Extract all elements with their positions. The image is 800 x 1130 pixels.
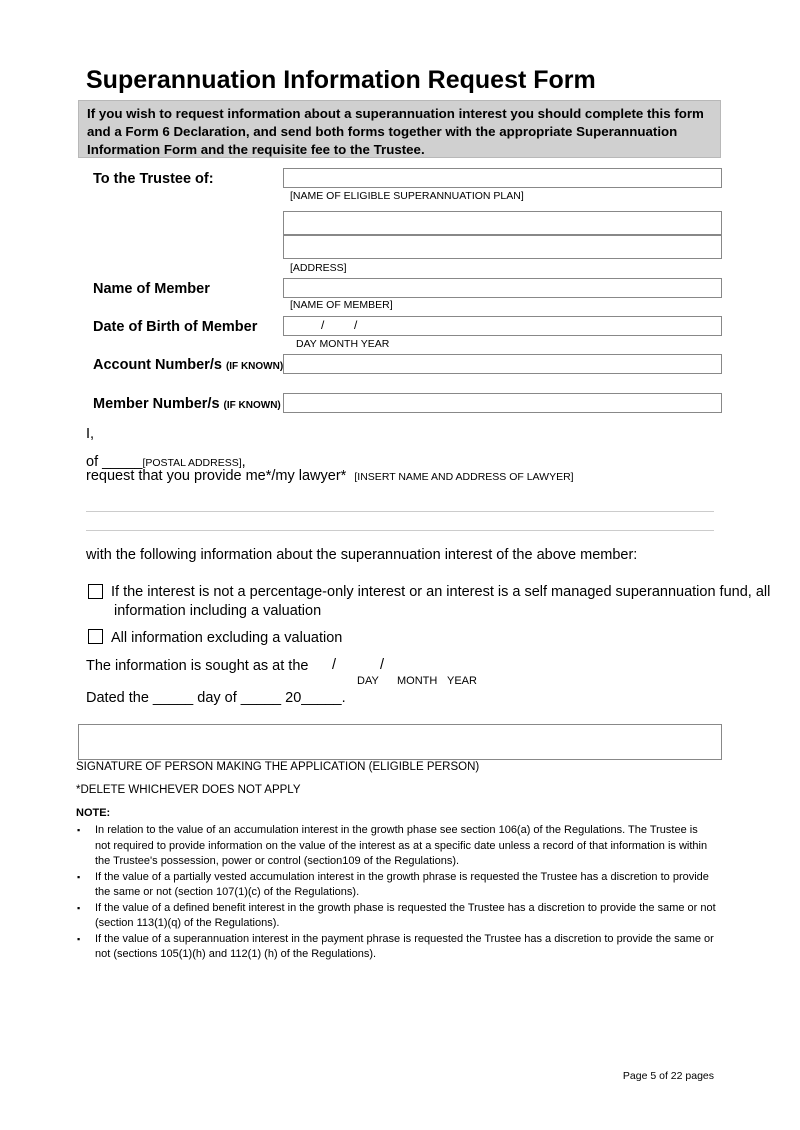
note-item: ▪ If the value of a partially vested accumulation interest in the growth phrase is requested the Trustee has a discretion to provide the same or not (section 107(1)(c) of the Regulations). bbox=[76, 870, 716, 901]
member-number-field[interactable] bbox=[283, 393, 722, 413]
sought-day-caption: DAY bbox=[357, 675, 379, 687]
plan-name-field[interactable] bbox=[283, 168, 722, 188]
sought-month-caption: MONTH bbox=[397, 675, 438, 687]
option-all-info-line-1: If the interest is not a percentage-only interest or an interest is a self managed superannuation fund, all bbox=[111, 584, 771, 600]
sought-date-label: The information is sought as at the bbox=[86, 658, 309, 674]
option-all-info-line-2: information including a valuation bbox=[114, 603, 322, 619]
plan-name-caption: [NAME OF ELIGIBLE SUPERANNUATION PLAN] bbox=[290, 190, 524, 202]
dob-field[interactable] bbox=[283, 316, 722, 336]
member-name-caption: [NAME OF MEMBER] bbox=[290, 299, 393, 311]
member-name-label: Name of Member bbox=[93, 281, 210, 297]
dob-slash-1: / bbox=[321, 318, 325, 332]
address-caption: [ADDRESS] bbox=[290, 262, 347, 274]
dob-caption: DAY MONTH YEAR bbox=[296, 338, 390, 350]
sought-slash-2: / bbox=[380, 657, 385, 673]
dated-line: Dated the _____ day of _____ 20_____. bbox=[86, 690, 346, 706]
member-number-label: Member Number/s (IF KNOWN) bbox=[93, 396, 281, 412]
address-field-line-1[interactable] bbox=[283, 211, 722, 235]
note-item: ▪ In relation to the value of an accumulation interest in the growth phase see section 106(a) of the Regulations. The Trustee is not required to provide information on the value of the interest as at a specific date unless a record of that information is within the Trustee's possession, power or control (section109 of the Regulations). bbox=[76, 823, 716, 870]
dob-slash-2: / bbox=[354, 318, 358, 332]
signature-field[interactable] bbox=[78, 724, 722, 760]
member-name-field[interactable] bbox=[283, 278, 722, 298]
lawyer-caption: [INSERT NAME AND ADDRESS OF LAWYER] bbox=[354, 471, 574, 483]
note-item: ▪ If the value of a superannuation interest in the payment phrase is requested the Trustee has a discretion to provide the same or not (sections 105(1)(h) and 112(1) (h) of the Regulations). bbox=[76, 932, 716, 963]
dob-label: Date of Birth of Member bbox=[93, 319, 258, 335]
account-number-label: Account Number/s (IF KNOWN) bbox=[93, 357, 284, 373]
sought-year-caption: YEAR bbox=[447, 675, 477, 687]
following-info-text: with the following information about the superannuation interest of the above member: bbox=[86, 547, 638, 563]
option-all-info-checkbox[interactable] bbox=[88, 584, 103, 599]
note-item: ▪ If the value of a defined benefit interest in the growth phase is requested the Trustee has a discretion to provide the same or not (section 113(1)(q) of the Regulations). bbox=[76, 901, 716, 932]
lawyer-line-1[interactable] bbox=[86, 511, 714, 512]
account-if-known: (IF KNOWN) bbox=[225, 361, 284, 372]
postal-address-line: of _____[POSTAL ADDRESS], bbox=[86, 454, 246, 470]
signature-caption: SIGNATURE OF PERSON MAKING THE APPLICATION (ELIGIBLE PERSON) bbox=[76, 761, 480, 773]
lawyer-line-2[interactable] bbox=[86, 530, 714, 531]
option-excluding-valuation-label: All information excluding a valuation bbox=[111, 630, 343, 646]
member-number-if-known: (IF KNOWN) bbox=[223, 400, 281, 411]
postal-address-caption: [POSTAL ADDRESS] bbox=[142, 457, 242, 469]
sought-slash-1: / bbox=[332, 657, 337, 673]
request-line: request that you provide me*/my lawyer* [INSERT NAME AND ADDRESS OF LAWYER] bbox=[86, 468, 574, 484]
delete-note: *DELETE WHICHEVER DOES NOT APPLY bbox=[76, 784, 301, 796]
option-excluding-valuation-checkbox[interactable] bbox=[88, 629, 103, 644]
intro-banner: If you wish to request information about a superannuation interest you should complete this form and a Form 6 Declaration, and send both forms together with the appropriate Superannuation Information Form and the requisite fee to the Trustee. bbox=[78, 100, 721, 158]
note-title: NOTE: bbox=[76, 807, 111, 819]
account-number-field[interactable] bbox=[283, 354, 722, 374]
address-field-line-2[interactable] bbox=[283, 235, 722, 259]
notes-list bbox=[76, 823, 716, 963]
trustee-label: To the Trustee of: bbox=[93, 171, 214, 187]
applicant-i-label: I, bbox=[86, 426, 95, 442]
form-title: Superannuation Information Request Form bbox=[86, 66, 596, 94]
page-number: Page 5 of 22 pages bbox=[622, 1070, 714, 1082]
